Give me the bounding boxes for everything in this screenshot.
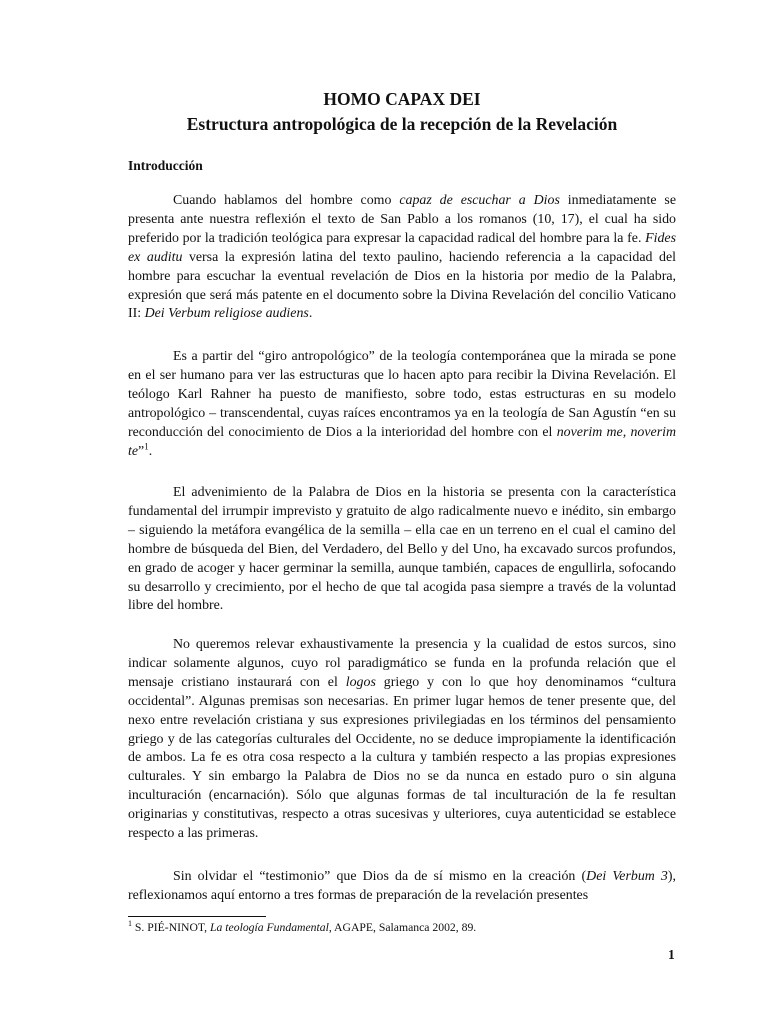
italic-text: Dei Verbum religiose audiens (144, 306, 309, 322)
paragraph: Es a partir del “giro antropológico” de la teología contemporánea que la mirada se pone en el ser humano para ver las estructuras que lo hacen apto para recibir la Divina Revelación. El teólogo Karl Rahner ha puesto de manifiesto, sobre todo, estas estructuras en su modelo antropológico – transcendental, cuyas raíces encontramos ya en la teología de San Agustín “en su reconducción del conocimiento de Dios a la interioridad del hombre con el noverim me, noverim te”$^1$. (128, 349, 677, 459)
italic-text: Dei Verbum 3 (586, 869, 668, 884)
document-title: HOMO CAPAX DEI (323, 89, 481, 109)
italic-text: La teología Fundamental (210, 921, 329, 934)
page-number: 1 (668, 947, 675, 962)
footnote-separator (128, 916, 266, 917)
document-page (128, 0, 676, 1024)
document-subtitle: Estructura antropológica de la recepción de la Revelación (186, 114, 618, 134)
footnote-text: S. PIÉ-NINOT, La teología Fundamental, AGAPE, Salamanca 2002, 89. (132, 921, 477, 934)
footnote-reference[interactable]: 1 (144, 440, 149, 451)
paragraph: Sin olvidar el “testimonio” que Dios da de sí mismo en la creación (Dei Verbum 3), reflexionamos aquí entorno a tres formas de preparación de la revelación presentes (128, 869, 676, 903)
italic-text: Fides ex auditu (128, 230, 676, 265)
italic-text: logos (345, 674, 376, 690)
footnote-marker: 1 (128, 919, 132, 929)
section-heading: Introducción (128, 158, 203, 173)
footnote (128, 920, 676, 936)
paragraph: No queremos relevar exhaustivamente la presencia y la cualidad de estos surcos, sino indicar solamente algunos, cuyo rol paradigmático se funda en la profunda relación que el mensaje cristiano instaurará con el logos griego y con lo que hoy denominamos “cultura occidental”. Algunas premisas son necesarias. En primer lugar hemos de tener presente que, del nexo entre revelación cristiana y sus expresiones privilegiadas en los términos del pensamiento griego y de las categorías culturales del Occidente, no se deduce impropiamente la identificación de ambos. La fe es otra cosa respecto a la cultura y también respecto a las propias expresiones culturales. Y sin embargo la Palabra de Dios no se da nunca en estado puro o sin alguna inculturación (encarnación). Sólo que algunas formas de tal inculturación de la fe resultan originarias y constitutivas, respecto a otras sucesivas y ulteriores, cuya autenticidad se establece respecto a las primeras. (128, 637, 676, 842)
italic-text: noverim me, noverim te (128, 424, 677, 459)
italic-text: capaz de escuchar a Dios (399, 193, 560, 208)
paragraph: Cuando hablamos del hombre como capaz de escuchar a Dios inmediatamente se presenta ante nuestra reflexión el texto de San Pablo a los romanos (10, 17), el cual ha sido preferido por la tradición teológica para expresar la capacidad radical del hombre para la fe. Fides ex auditu versa la expresión latina del texto paulino, haciendo referencia a la capacidad del hombre para escuchar la eventual revelación de Dios en la historia por medio de la Palabra, expresión que será más patente en el documento sobre la Divina Revelación del concilio Vaticano II: Dei Verbum religiose audiens. (128, 193, 676, 322)
paragraph: El advenimiento de la Palabra de Dios en la historia se presenta con la característica fundamental del irrumpir imprevisto y gratuito de algo radicalmente nuevo e inédito, sin embargo – siguiendo la metáfora evangélica de la semilla – ella cae en un terreno en el cual el camino del hombre de búsqueda del Bien, del Verdadero, del Bello y del Uno, ha excavado surcos profundos, en grado de acoger y hacer germinar la semilla, aunque también, capaces de engullirla, sofocando su desarrollo y crecimiento, por el hecho de que tal acogida pasa siempre a través de la voluntad libre del hombre. (128, 485, 676, 614)
